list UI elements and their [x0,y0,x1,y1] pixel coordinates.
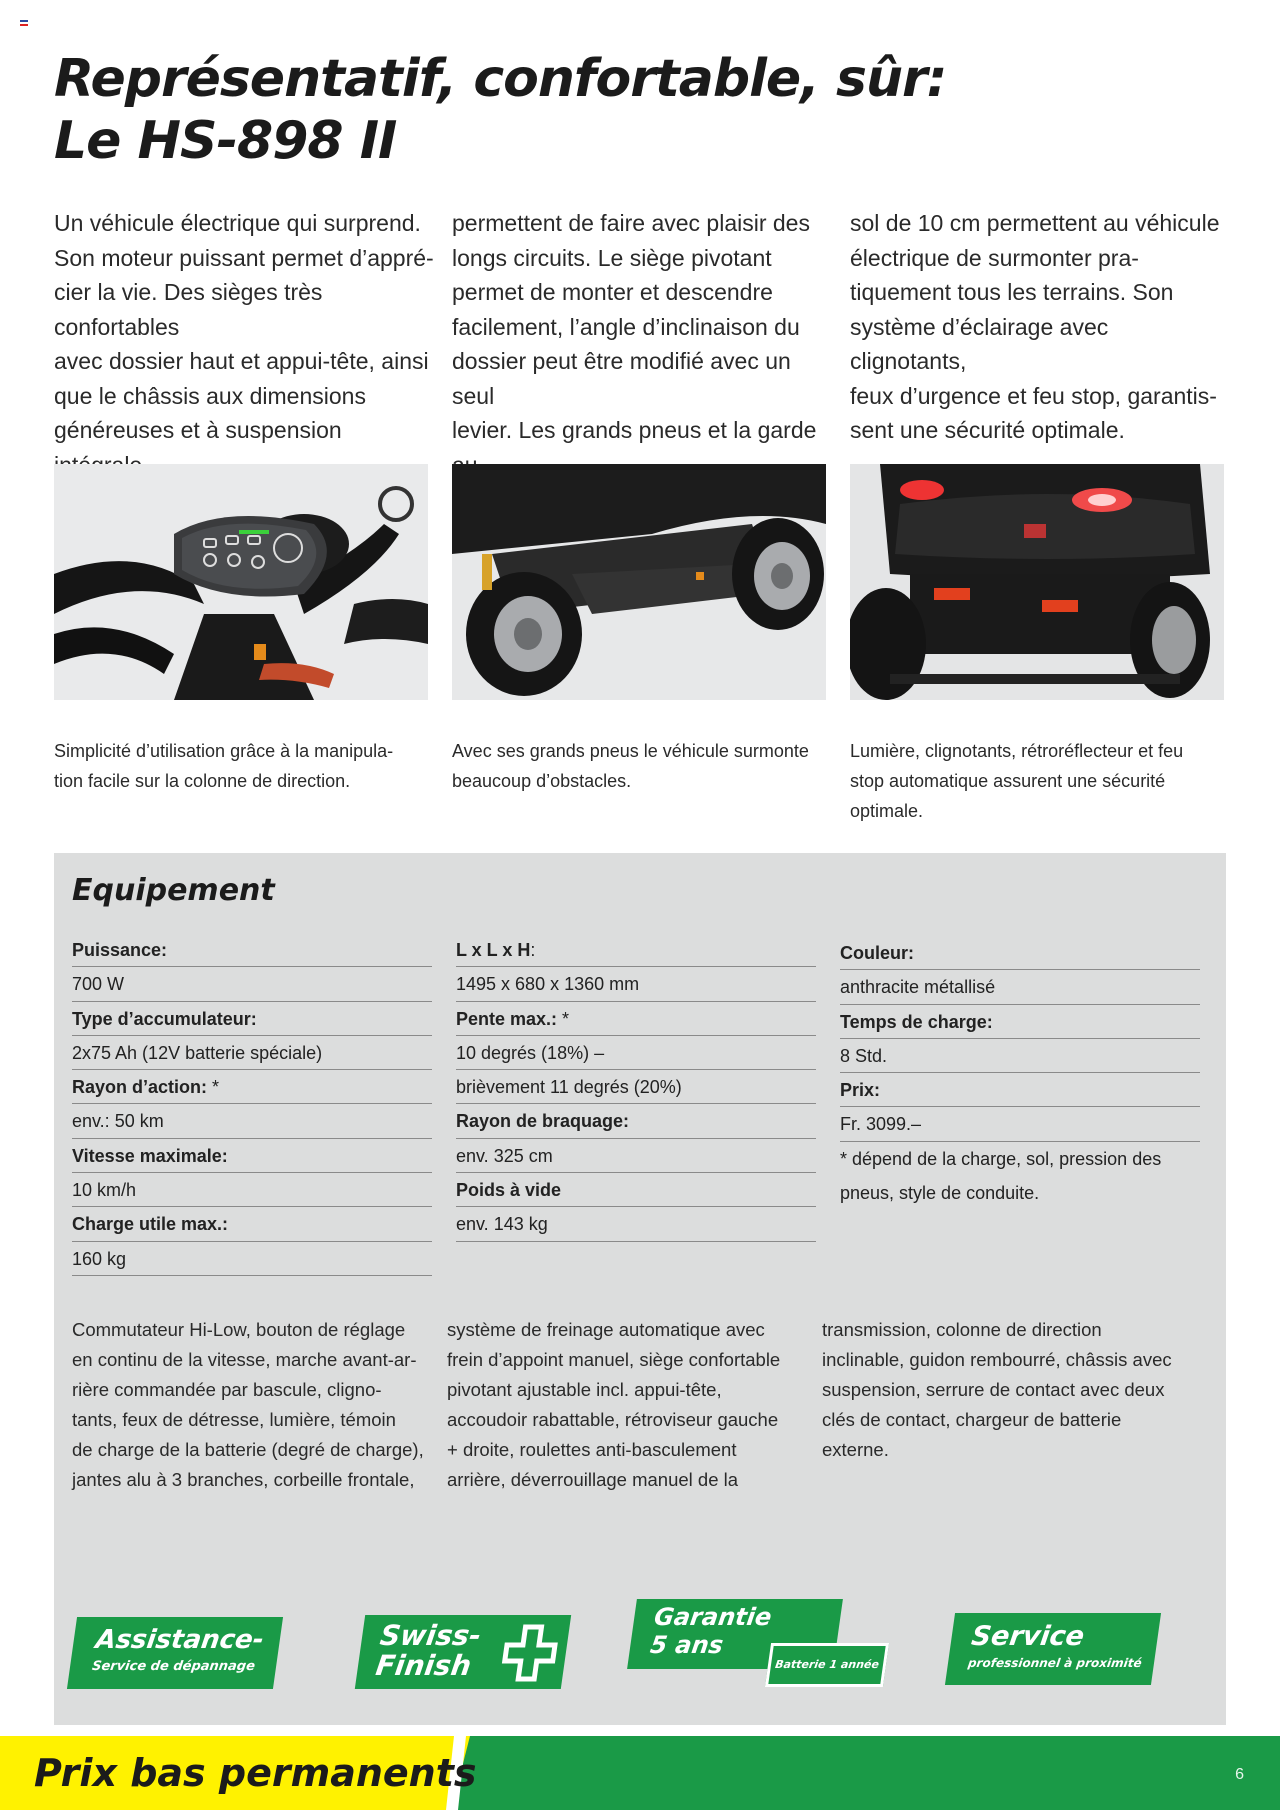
intro-line: système d’éclairage avec clignotants, [850,313,1109,374]
service-badge [945,1613,1161,1685]
spec-label-payload: Charge utile max.: [72,1207,432,1241]
service-badge-subtitle: professionnel à proximité [967,1656,1143,1670]
spec-footnote-2: pneus, style de conduite. [840,1183,1040,1204]
intro-column-1 [54,206,434,482]
equipment-description-3 [822,1315,1182,1465]
spec-label-weight: Poids à vide [456,1173,816,1207]
caption-2 [452,736,832,796]
caption-line: tion facile sur la colonne de direction. [54,771,351,791]
swiss-badge-line-1: Swiss- [378,1619,484,1652]
spec-label-slope: Pente max.: * [456,1002,816,1036]
spec-footnote-1: * dépend de la charge, sol, pression des [840,1148,1162,1169]
spec-value-battery: 2x75 Ah (12V batterie spéciale) [72,1036,432,1070]
scooter-rear-lights-photo [850,464,1224,700]
page-number: 6 [1235,1766,1244,1783]
intro-line: dossier peut être modifié avec un seul [452,348,791,409]
description-line: accoudoir rabattable, rétroviseur gauche [447,1409,779,1430]
spec-value-turning: env. 325 cm [456,1139,816,1173]
spec-label-turning: Rayon de braquage: [456,1104,816,1138]
spec-label-charge-time: Temps de charge: [840,1005,1200,1039]
description-line: externe. [822,1439,889,1460]
spec-value-price: Fr. 3099.– [840,1107,1200,1141]
description-line: système de freinage automatique avec [447,1319,765,1340]
assistance-badge [67,1617,283,1689]
title-line-2: Le HS-898 II [54,111,397,171]
battery-warranty-badge: Batterie 1 année [765,1643,889,1687]
equipment-panel [54,853,1226,1725]
intro-line: feux d’urgence et feu stop, garantis- [850,382,1217,409]
caption-line: Lumière, clignotants, rétroréflecteur et feu [850,741,1184,761]
intro-line: cier la vie. Des sièges très confortables [54,279,323,340]
swiss-badge-line-2: Finish [373,1649,474,1682]
caption-line: beaucoup d’obstacles. [452,771,632,791]
spec-value-speed: 10 km/h [72,1173,432,1207]
swiss-finish-badge [355,1615,571,1689]
intro-line: longs circuits. Le siège pivotant [452,244,772,271]
service-badge-title: Service [969,1621,1087,1652]
scooter-control-panel-photo [54,464,428,700]
intro-line: tiquement tous les terrains. Son [850,279,1174,305]
flag-icon [20,20,28,26]
spec-value-dimensions: 1495 x 680 x 1360 mm [456,967,816,1001]
spec-label-power: Puissance: [72,933,432,967]
intro-line: permet de monter et descendre [452,279,773,305]
title-line-1: Représentatif, confortable, sûr: [54,49,947,109]
spec-column-3 [840,936,1200,1210]
spec-value-color: anthracite métallisé [840,970,1200,1004]
footer-slogan: Prix bas permanents [34,1751,477,1795]
spec-value-payload: 160 kg [72,1242,432,1276]
spec-value-power: 700 W [72,967,432,1001]
description-line: + droite, roulettes anti-basculement [447,1439,737,1460]
spec-label-color: Couleur: [840,936,1200,970]
intro-column-3 [850,206,1230,448]
page-title [54,48,1234,172]
assistance-badge-title: Assistance- [93,1625,266,1655]
intro-line: électrique de surmonter pra- [850,244,1139,271]
description-line: inclinable, guidon rembourré, châssis avec [822,1349,1172,1370]
intro-line: Un véhicule électrique qui surprend. [54,210,421,236]
caption-line: Avec ses grands pneus le véhicule surmonte [452,741,809,761]
equipment-title: Equipement [72,873,275,908]
spec-value-charge-time: 8 Std. [840,1039,1200,1073]
description-line: tants, feux de détresse, lumière, témoin [72,1409,396,1430]
intro-line: Son moteur puissant permet d’appré- [54,244,434,271]
caption-line: stop automatique assurent une sécurité [850,771,1166,791]
assistance-badge-subtitle: Service de dépannage [91,1659,256,1674]
intro-line: avec dossier haut et appui-tête, ainsi [54,348,429,374]
intro-line: levier. Les grands pneus et la garde [452,417,817,443]
caption-line: Simplicité d’utilisation grâce à la manipula- [54,741,394,761]
spec-label-range: Rayon d’action: * [72,1070,432,1104]
spec-label-battery: Type d’accumulateur: [72,1002,432,1036]
equipment-description-2 [447,1315,807,1495]
description-line: jantes alu à 3 branches, corbeille frontale, [72,1469,415,1490]
description-line: transmission, colonne de direction [822,1319,1102,1340]
warranty-badge-line-2: 5 ans [648,1631,726,1659]
spec-label-dimensions: L x L x H: [456,933,816,967]
description-line: rière commandée par bascule, cligno- [72,1379,382,1400]
intro-line: sol de 10 cm permettent au véhicule [850,210,1220,236]
description-line: frein d’appoint manuel, siège confortable [447,1349,781,1370]
description-line: en continu de la vitesse, marche avant-ar- [72,1349,417,1370]
intro-line: facilement, l’angle d’inclinaison du [452,313,800,340]
spec-label-price: Prix: [840,1073,1200,1107]
caption-1 [54,736,434,796]
spec-column-1 [72,933,432,1276]
intro-line: permettent de faire avec plaisir des [452,210,810,236]
description-line: arrière, déverrouillage manuel de la [447,1469,739,1490]
description-line: clés de contact, chargeur de batterie [822,1409,1122,1430]
description-line: de charge de la batterie (degré de charge), [72,1439,424,1460]
spec-value-weight: env. 143 kg [456,1207,816,1241]
description-line: suspension, serrure de contact avec deux [822,1379,1165,1400]
spec-column-2 [456,933,816,1242]
caption-line: optimale. [850,801,924,821]
spec-value-range: env.: 50 km [72,1104,432,1138]
scooter-wheels-photo [452,464,826,700]
description-line: pivotant ajustable incl. appui-tête, [447,1379,722,1400]
intro-line: généreuses et à suspension [54,417,342,443]
warranty-badge-line-1: Garantie [652,1603,774,1631]
spec-value-slope-2: brièvement 11 degrés (20%) [456,1070,816,1104]
spec-value-slope-1: 10 degrés (18%) – [456,1036,816,1070]
description-line: Commutateur Hi-Low, bouton de réglage [72,1319,406,1340]
intro-column-2 [452,206,832,482]
equipment-description-1 [72,1315,432,1495]
swiss-cross-icon [498,1623,562,1683]
caption-3 [850,736,1230,826]
intro-line: sent une sécurité optimale. [850,417,1125,443]
intro-line: que le châssis aux dimensions [54,382,366,409]
spec-label-speed: Vitesse maximale: [72,1139,432,1173]
